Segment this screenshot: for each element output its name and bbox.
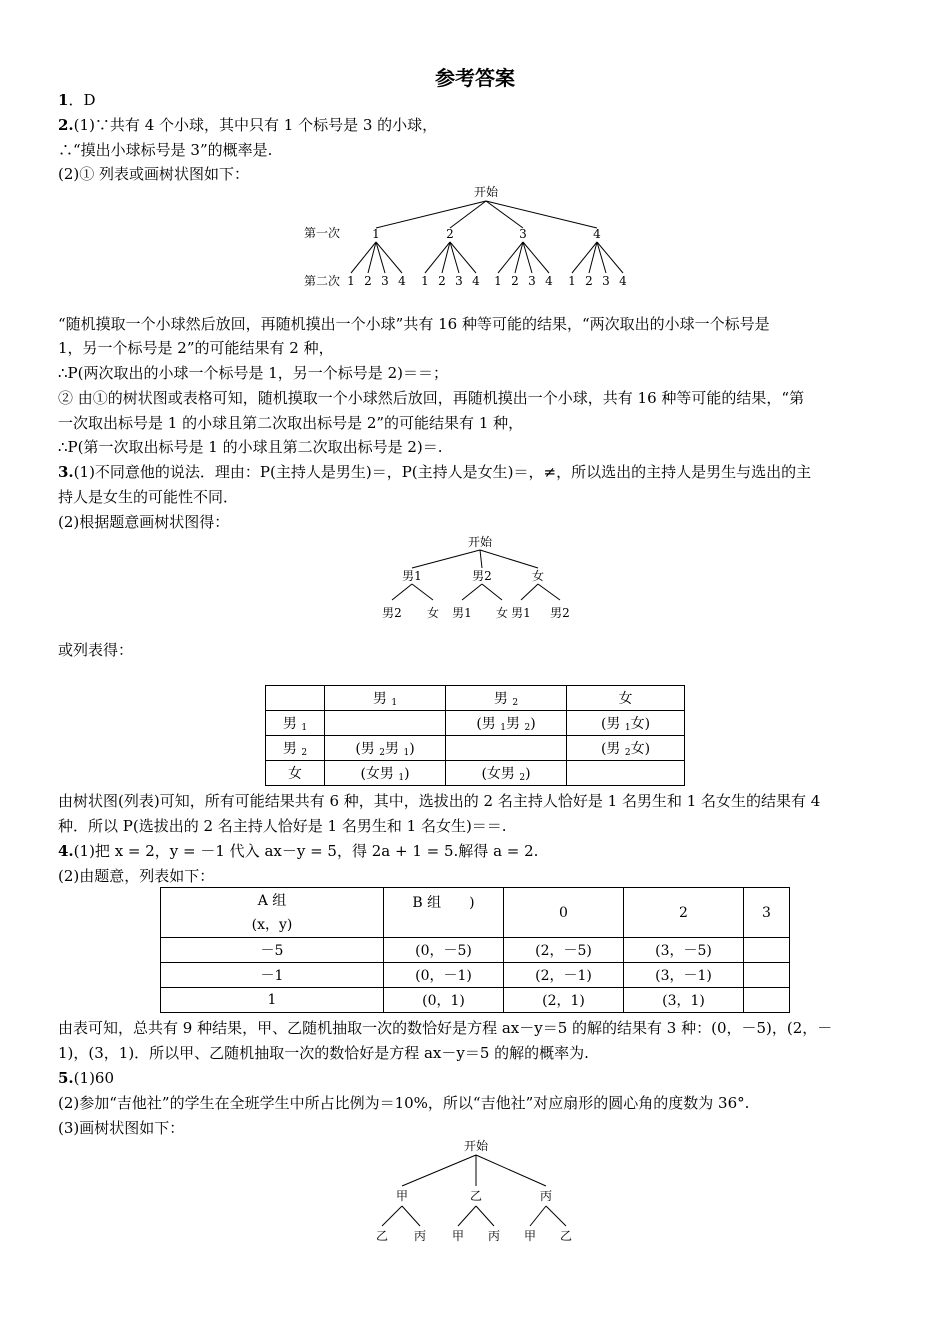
q2-line-2: ∴“摸出小球标号是 3”的概率是. xyxy=(58,141,273,159)
tree-level2-node: 丙 xyxy=(413,1229,427,1243)
q3-table-header: 男 $_1$ xyxy=(325,686,446,711)
q4-table-cell: (0，－1) xyxy=(384,963,504,988)
tree-level2-node: 1 xyxy=(568,274,576,288)
q4-table-cell: (2，－1) xyxy=(504,963,624,988)
q2-para-2: 1，另一个标号是 2”的可能结果有 2 种， xyxy=(58,339,334,357)
q2-line-3: (2)① 列表或画树状图如下： xyxy=(58,165,250,183)
q3-table-cell xyxy=(567,761,685,786)
q2-tree-diagram xyxy=(290,180,650,295)
tree-level2-node: 乙 xyxy=(559,1229,573,1243)
q4-line-2: (2)由题意，列表如下： xyxy=(58,867,215,885)
tree-level1-node: 2 xyxy=(446,227,454,241)
tree-row2-label: 第二次 xyxy=(304,274,341,288)
tree-level1-node: 乙 xyxy=(469,1189,483,1203)
q3-table-cell: (男 $_1$女) xyxy=(567,711,685,736)
q4-table-header: 2 xyxy=(624,888,744,938)
tree-level2-node: 男2 xyxy=(382,606,402,620)
q3-line-3: (2)根据题意画树状图得： xyxy=(58,513,230,531)
q4-table-row-header: 1 xyxy=(161,988,384,1013)
q4-table-cell xyxy=(744,963,790,988)
q4-table-cell xyxy=(744,988,790,1013)
q3-number: 3. xyxy=(58,463,74,481)
q3-table xyxy=(265,685,685,786)
q3-table-cell: (女男 $_2$) xyxy=(446,761,567,786)
q3-table-cell: (男 $_2$女) xyxy=(567,736,685,761)
q3-table-cell xyxy=(325,711,446,736)
tree-root-label: 开始 xyxy=(467,535,493,549)
tree-level1-node: 丙 xyxy=(539,1189,553,1203)
q3-table-cell xyxy=(446,736,567,761)
q3-line-2: 持人是女生的可能性不同． xyxy=(58,488,239,506)
tree-level2-node: 3 xyxy=(602,274,610,288)
tree-level2-node: 3 xyxy=(528,274,536,288)
q3-line-4: 或列表得： xyxy=(58,641,134,659)
q4-table-row-header: －1 xyxy=(161,963,384,988)
q2-line-1: 2.(1)∵共有 4 个小球，其中只有 1 个标号是 3 的小球， xyxy=(58,116,438,134)
q4-table-header: 3 xyxy=(744,888,790,938)
tree-level2-node: 甲 xyxy=(523,1229,537,1243)
tree-row1-label: 第一次 xyxy=(304,226,341,240)
tree-level2-node: 男1 xyxy=(511,606,531,620)
tree-level2-node: 3 xyxy=(381,274,389,288)
tree-level2-node: 1 xyxy=(421,274,429,288)
tree-level2-node: 女 xyxy=(495,606,509,620)
q2-para-4: ② 由①的树状图或表格可知，随机摸取一个小球然后放回，再随机摸出一个小球，共有 16 种等可能的结果，“第 xyxy=(58,389,805,407)
tree-level1-node: 4 xyxy=(593,227,601,241)
tree-level2-node: 2 xyxy=(511,274,519,288)
q4-table-cell: (3，－1) xyxy=(624,963,744,988)
q3-tree-diagram xyxy=(370,530,590,625)
q3-line-1: 3.(1)不同意他的说法．理由：P(主持人是男生)＝，P(主持人是女生)＝，≠，所以选出的主持人是男生与选出的主 xyxy=(58,463,812,481)
tree-level1-node: 1 xyxy=(372,227,380,241)
q2-para-1: “随机摸取一个小球然后放回，再随机摸出一个小球”共有 16 种等可能的结果，“两次取出的小球一个标号是 xyxy=(58,315,770,333)
q2-para-6: ∴P(第一次取出标号是 1 的小球且第二次取出标号是 2)＝. xyxy=(58,438,443,456)
tree-level1-node: 3 xyxy=(519,227,527,241)
tree-level1-node: 女 xyxy=(531,569,545,583)
tree-root-label: 开始 xyxy=(473,185,499,199)
q3-line-6: 种．所以 P(选拔出的 2 名主持人恰好是 1 名男生和 1 名女生)＝＝. xyxy=(58,817,507,835)
q3-table-row-header: 女 xyxy=(266,761,325,786)
q1-answer: ．D xyxy=(68,91,96,109)
q1-number: 1 xyxy=(58,91,69,109)
tree-level1-node: 男1 xyxy=(402,569,422,583)
q4-table-header: 0 xyxy=(504,888,624,938)
tree-level2-node: 男2 xyxy=(550,606,570,620)
q4-table-cell: (3，1) xyxy=(624,988,744,1013)
tree-level2-node: 2 xyxy=(364,274,372,288)
q5-tree-diagram xyxy=(370,1134,590,1249)
tree-root-label: 开始 xyxy=(463,1139,489,1153)
q3-table-header: 女 xyxy=(567,686,685,711)
tree-level2-node: 4 xyxy=(398,274,406,288)
q5-line-3: (3)画树状图如下： xyxy=(58,1119,185,1137)
q4-line-4: 1)，(3，1)．所以甲、乙随机抽取一次的数恰好是方程 ax－y＝5 的解的概率为. xyxy=(58,1044,589,1062)
q5-number: 5. xyxy=(58,1069,74,1087)
tree-level1-node: 男2 xyxy=(472,569,492,583)
q4-table-cell: (0，－5) xyxy=(384,938,504,963)
q5-line-1: 5.(1)60 xyxy=(58,1069,115,1087)
q2-para-5: 一次取出标号是 1 的小球且第二次取出标号是 2”的可能结果有 1 种， xyxy=(58,414,524,432)
tree-level2-node: 乙 xyxy=(375,1229,389,1243)
page-title: 参考答案 xyxy=(435,66,515,90)
q4-table-header-b: B 组 ) xyxy=(384,888,504,938)
q3-table-header: 男 $_2$ xyxy=(446,686,567,711)
q5-line-2: (2)参加“吉他社”的学生在全班学生中所占比例为＝10%，所以“吉他社”对应扇形的圆心角的度数为 36°. xyxy=(58,1094,750,1112)
q3-table-corner xyxy=(266,686,325,711)
tree-level2-node: 4 xyxy=(619,274,627,288)
q3-table-row-header: 男 $_2$ xyxy=(266,736,325,761)
q3-line-5: 由树状图(列表)可知，所有可能结果共有 6 种，其中，选拔出的 2 名主持人恰好是 1 名男生和 1 名女生的结果有 4 xyxy=(58,792,821,810)
q4-number: 4. xyxy=(58,842,74,860)
tree-level2-node: 男1 xyxy=(452,606,472,620)
q1-line xyxy=(58,90,95,110)
q2-number: 2. xyxy=(58,116,74,134)
tree-level2-node: 1 xyxy=(347,274,355,288)
q4-table-cell: (0，1) xyxy=(384,988,504,1013)
tree-level2-node: 2 xyxy=(585,274,593,288)
tree-level2-node: 丙 xyxy=(487,1229,501,1243)
tree-level2-node: 女 xyxy=(426,606,440,620)
q3-table-cell: (男 $_2$男 $_1$) xyxy=(325,736,446,761)
tree-level2-node: 4 xyxy=(472,274,480,288)
q4-line-1: 4.(1)把 x = 2，y = －1 代入 ax－y = 5，得 2a + 1 = 5.解得 a = 2. xyxy=(58,842,539,860)
tree-level2-node: 3 xyxy=(455,274,463,288)
q4-table-header-a: A 组 (x，y) xyxy=(161,888,384,938)
tree-level2-node: 2 xyxy=(438,274,446,288)
q4-table-cell: (3，－5) xyxy=(624,938,744,963)
tree-level2-node: 4 xyxy=(545,274,553,288)
q4-line-3: 由表可知，总共有 9 种结果，甲、乙随机抽取一次的数恰好是方程 ax－y＝5 的解的结果有 3 种：(0，－5)，(2，－ xyxy=(58,1019,833,1037)
q4-table-row-header: －5 xyxy=(161,938,384,963)
q4-table-cell: (2，－5) xyxy=(504,938,624,963)
q3-table-cell: (男 $_1$男 $_2$) xyxy=(446,711,567,736)
q4-table xyxy=(160,887,790,1013)
tree-level2-node: 甲 xyxy=(451,1229,465,1243)
q4-table-cell xyxy=(744,938,790,963)
q3-table-row-header: 男 $_1$ xyxy=(266,711,325,736)
q3-table-cell: (女男 $_1$) xyxy=(325,761,446,786)
tree-level1-node: 甲 xyxy=(395,1189,409,1203)
q4-table-cell: (2，1) xyxy=(504,988,624,1013)
tree-level2-node: 1 xyxy=(494,274,502,288)
q2-para-3: ∴P(两次取出的小球一个标号是 1，另一个标号是 2)＝＝； xyxy=(58,364,448,382)
